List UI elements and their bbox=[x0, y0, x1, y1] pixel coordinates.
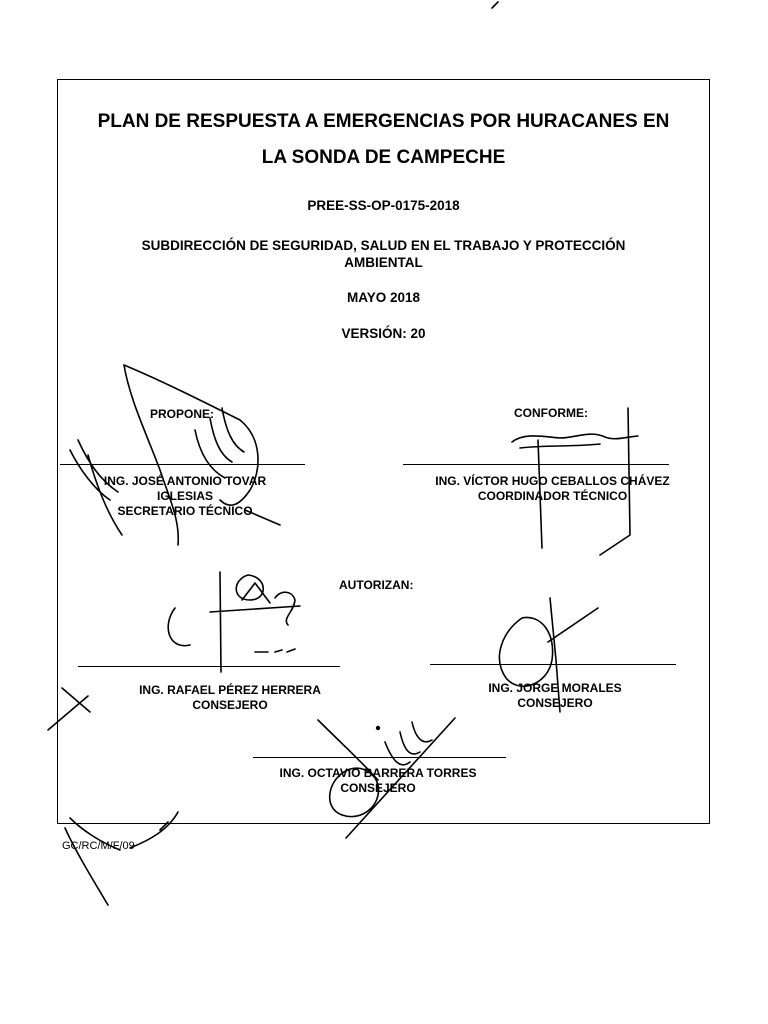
signature-line-secretario bbox=[60, 464, 305, 465]
signatory-secretario bbox=[80, 474, 290, 519]
department-line-1: SUBDIRECCIÓN DE SEGURIDAD, SALUD EN EL TRABAJO Y PROTECCIÓN bbox=[141, 238, 626, 253]
conforme-label: CONFORME: bbox=[514, 406, 588, 420]
document-code: PREE-SS-OP-0175-2018 bbox=[307, 198, 460, 213]
document-date: MAYO 2018 bbox=[346, 290, 421, 305]
signatory-name: ING. VÍCTOR HUGO CEBALLOS CHÁVEZ bbox=[435, 474, 670, 488]
signatory-role: COORDINADOR TÉCNICO bbox=[477, 489, 628, 503]
signatory-name: ING. JORGE MORALES bbox=[488, 681, 622, 695]
margin-initials bbox=[65, 812, 178, 905]
signatory-role: CONSEJERO bbox=[340, 781, 416, 795]
signature-line-morales bbox=[430, 664, 676, 665]
department-line-2: AMBIENTAL bbox=[344, 255, 423, 270]
signature-line-barrera bbox=[253, 757, 506, 758]
signature-line-perez bbox=[78, 666, 340, 667]
signatory-role: CONSEJERO bbox=[192, 698, 268, 712]
signatory-name: ING. RAFAEL PÉREZ HERRERA bbox=[139, 683, 321, 697]
document-version: VERSIÓN: 20 bbox=[341, 326, 426, 341]
signatory-name: ING. OCTAVIO BARRERA TORRES bbox=[279, 766, 477, 780]
title-line-1: PLAN DE RESPUESTA A EMERGENCIAS POR HURACANES EN bbox=[97, 111, 670, 132]
signatory-morales bbox=[450, 681, 660, 711]
signatory-role: SECRETARIO TÉCNICO bbox=[117, 504, 253, 518]
signatory-role: CONSEJERO bbox=[517, 696, 593, 710]
signatory-name-cont: IGLESIAS bbox=[156, 489, 213, 503]
form-code: GC/RC/M/F/09 bbox=[62, 840, 135, 852]
title-line-2: LA SONDA DE CAMPECHE bbox=[261, 147, 506, 168]
signatory-coordinador bbox=[415, 474, 690, 504]
autorizan-label: AUTORIZAN: bbox=[339, 578, 414, 592]
propone-label: PROPONE: bbox=[150, 407, 215, 421]
signatory-barrera bbox=[258, 766, 498, 796]
stray-mark bbox=[492, 2, 498, 8]
signatory-name: ING. JOSÉ ANTONIO TOVAR bbox=[103, 474, 267, 488]
signatory-perez bbox=[110, 683, 350, 713]
department bbox=[57, 237, 710, 271]
signature-line-coordinador bbox=[403, 464, 669, 465]
document-title bbox=[57, 104, 710, 176]
